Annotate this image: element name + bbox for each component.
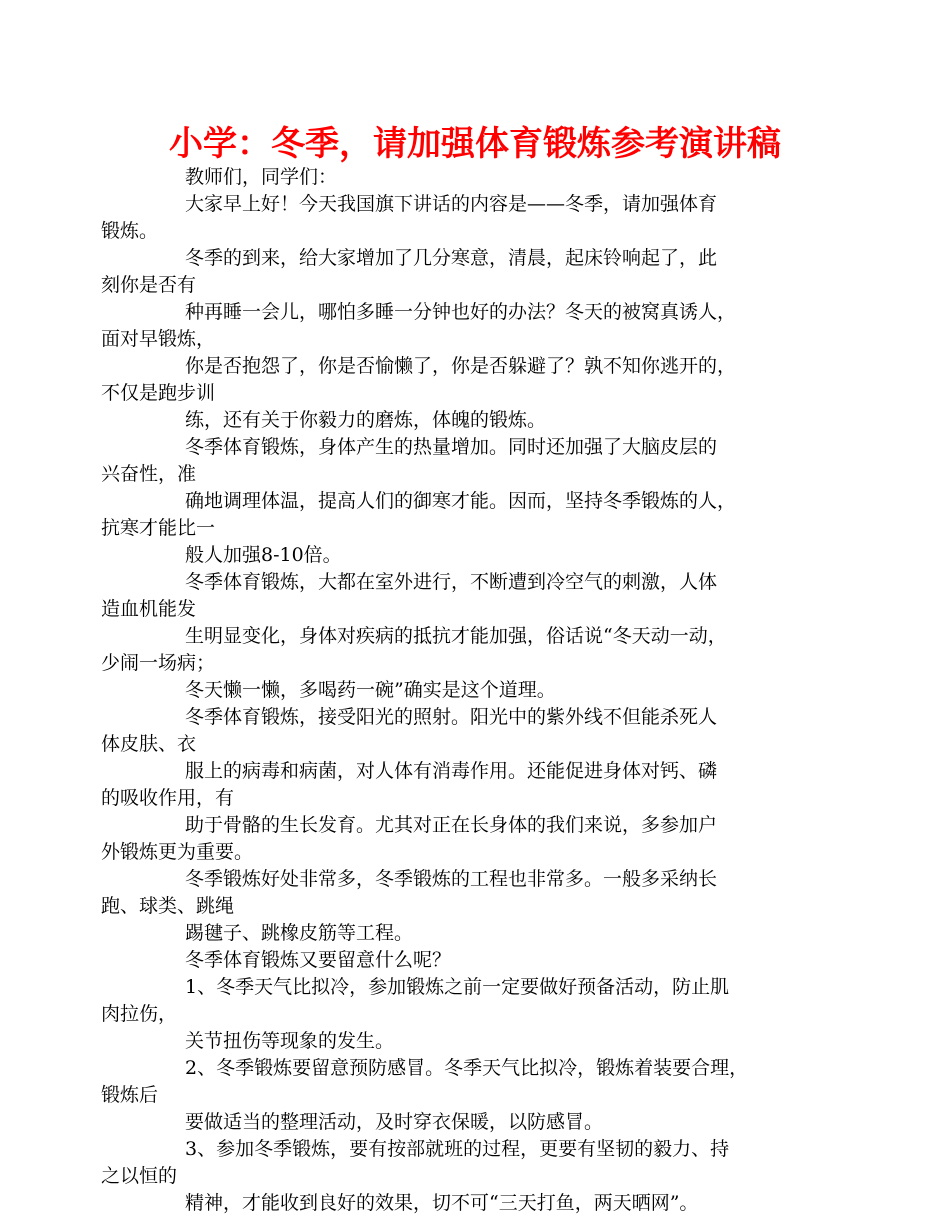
paragraph: 服上的病毒和病菌，对人体有消毒作用。还能促进身体对钙、磷 的吸收作用，有 xyxy=(101,760,718,809)
paragraph: 生明显变化，身体对疾病的抵抗才能加强，俗话说“冬天动一动， 少闹一场病； xyxy=(101,625,727,674)
paragraph: 助于骨骼的生长发育。尤其对正在长身体的我们来说，多参加户 外锻炼更为重要。 xyxy=(101,814,718,863)
document-body xyxy=(101,164,826,1217)
paragraph: 大家早上好！今天我国旗下讲话的内容是——冬季，请加强体育 锻炼。 xyxy=(101,193,718,242)
paragraph: 练，还有关于你毅力的磨炼，体魄的锻炼。 xyxy=(185,409,547,431)
paragraph: 1、冬季天气比拟冷，参加锻炼之前一定要做好预备活动，防止肌 肉拉伤， xyxy=(101,976,730,1025)
paragraph: 3、参加冬季锻炼，要有按部就班的过程，更要有坚韧的毅力、持 之以恒的 xyxy=(101,1138,730,1187)
paragraph: 冬季的到来，给大家增加了几分寒意，清晨，起床铃响起了，此 刻你是否有 xyxy=(101,247,718,296)
paragraph: 踢毽子、跳橡皮筋等工程。 xyxy=(185,922,414,944)
paragraph: 关节扭伤等现象的发生。 xyxy=(185,1030,395,1052)
paragraph: 种再睡一会儿，哪怕多睡一分钟也好的办法？冬天的被窝真诱人， 面对早锻炼， xyxy=(101,301,737,350)
paragraph: 教师们，同学们： xyxy=(185,166,338,188)
paragraph: 冬天懒一懒，多喝药一碗”确实是这个道理。 xyxy=(185,679,556,701)
paragraph: 冬季体育锻炼，大都在室外进行，不断遭到冷空气的刺激，人体 造血机能发 xyxy=(101,571,718,620)
paragraph: 冬季体育锻炼又要留意什么呢？ xyxy=(185,949,452,971)
paragraph: 般人加强8-10倍。 xyxy=(185,544,342,566)
paragraph: 冬季锻炼好处非常多，冬季锻炼的工程也非常多。一般多采纳长 跑、球类、跳绳 xyxy=(101,868,718,917)
document-title: 小学：冬季，请加强体育锻炼参考演讲稿 xyxy=(169,124,781,164)
paragraph: 确地调理体温，提高人们的御寒才能。因而，坚持冬季锻炼的人， 抗寒才能比一 xyxy=(101,490,737,539)
paragraph: 要做适当的整理活动，及时穿衣保暖，以防感冒。 xyxy=(185,1111,604,1133)
paragraph: 冬季体育锻炼，身体产生的热量增加。同时还加强了大脑皮层的 兴奋性，准 xyxy=(101,436,718,485)
paragraph: 冬季体育锻炼，接受阳光的照射。阳光中的紫外线不但能杀死人 体皮肤、衣 xyxy=(101,706,718,755)
paragraph: 你是否抱怨了，你是否愉懒了，你是否躲避了？孰不知你逃开的， 不仅是跑步训 xyxy=(101,355,737,404)
paragraph: 2、冬季锻炼要留意预防感冒。冬季天气比拟冷，锻炼着装要合理， 锻炼后 xyxy=(101,1057,749,1106)
paragraph: 精神，才能收到良好的效果，切不可“三天打鱼，两天晒网”。 xyxy=(185,1192,699,1214)
